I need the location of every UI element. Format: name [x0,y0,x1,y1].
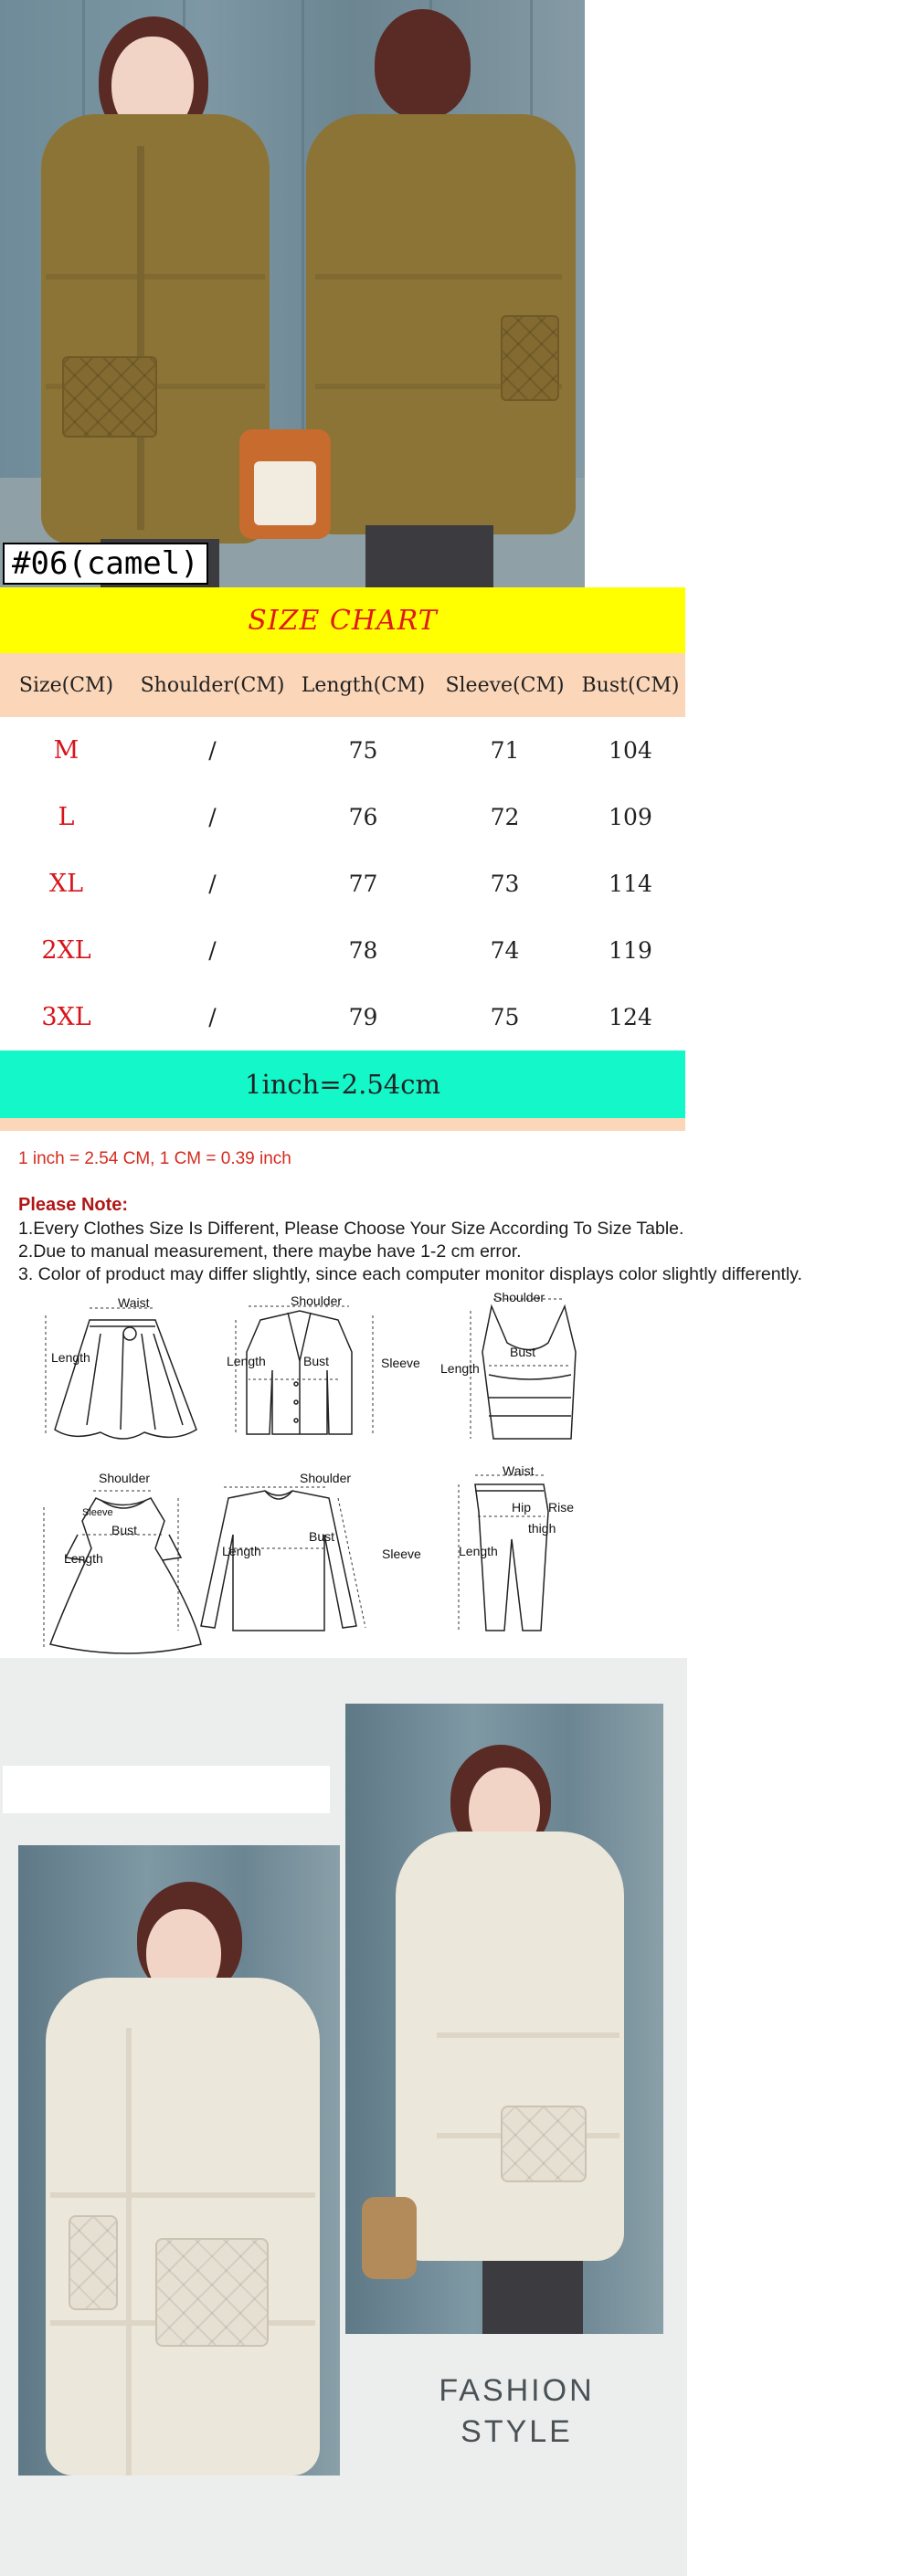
header-shoulder: Shoulder(CM) [140,673,285,697]
sleeve-cell: 75 [490,1004,520,1030]
length-cell: 78 [348,937,378,964]
fashion-style-line1: FASHION [439,2373,595,2408]
header-size: Size(CM) [18,673,114,697]
dress-sleeve-label: Sleeve [82,1507,113,1518]
sleeve-cell: 74 [490,937,520,964]
product-photo-white-front [18,1845,340,2476]
header-length: Length(CM) [301,673,426,697]
dress-length-label: Length [64,1551,103,1566]
note-line: 1.Every Clothes Size Is Different, Please Choose Your Size According To Size Table. [18,1219,684,1239]
product-photo-white-side [345,1704,663,2334]
pants-thigh-label: thigh [528,1521,556,1536]
measurement-diagrams [37,1288,621,1658]
bust-cell: 114 [609,871,652,897]
bust-cell: 119 [609,937,652,964]
size-chart-title: SIZE CHART [0,587,685,653]
size-cell: M [53,736,79,765]
bust-cell: 109 [609,804,652,830]
size-row [0,850,685,917]
size-cell: 3XL [41,1003,91,1031]
bust-cell: 104 [609,737,652,764]
pants-length-label: Length [459,1544,498,1558]
size-row [0,984,685,1050]
sleeve-cell: 73 [490,871,520,897]
length-cell: 75 [348,737,378,764]
skirt-length-label: Length [51,1350,90,1365]
size-row [0,717,685,784]
vest-length-label: Length [440,1361,480,1376]
size-row [0,917,685,984]
size-cell: 2XL [41,936,91,965]
shoulder-cell: / [208,937,217,964]
blazer-bust-label: Bust [303,1354,330,1368]
header-sleeve: Sleeve(CM) [445,673,565,697]
header-bust: Bust(CM) [581,673,680,697]
size-cell: XL [48,870,84,898]
size-cell: L [58,803,75,831]
sweater-shoulder-label: Shoulder [300,1471,352,1485]
sleeve-cell: 72 [490,804,520,830]
sweater-length-label: Length [222,1544,261,1558]
shoulder-cell: / [208,804,217,830]
blazer-length-label: Length [227,1354,266,1368]
sweater-bust-label: Bust [309,1529,335,1544]
shoulder-cell: / [208,737,217,764]
dress-shoulder-label: Shoulder [99,1471,151,1485]
skirt-waist-label: Waist [118,1295,150,1310]
size-row [0,784,685,850]
fashion-style-line2: STYLE [461,2414,573,2449]
vest-bust-label: Bust [510,1345,536,1359]
pants-waist-label: Waist [503,1463,535,1478]
unit-conversion-bar: 1inch=2.54cm [0,1050,685,1118]
blazer-shoulder-label: Shoulder [291,1293,343,1308]
shoulder-cell: / [208,1004,217,1030]
blazer-sleeve-label: Sleeve [381,1356,420,1370]
please-note-title: Please Note: [18,1195,129,1215]
pants-hip-label: Hip [512,1500,532,1515]
size-chart-header [0,653,685,717]
sweater-sleeve-label: Sleeve [382,1547,421,1561]
length-cell: 79 [348,1004,378,1030]
product-photo-camel [0,0,585,587]
dress-bust-label: Bust [111,1523,138,1537]
divider-strip [0,1118,685,1131]
length-cell: 77 [348,871,378,897]
note-line: 2.Due to manual measurement, there maybe have 1-2 cm error. [18,1241,522,1262]
shoulder-cell: / [208,871,217,897]
length-cell: 76 [348,804,378,830]
unit-conversion-note: 1 inch = 2.54 CM, 1 CM = 0.39 inch [18,1149,291,1168]
note-line: 3. Color of product may differ slightly, since each computer monitor displays color slightly differently. [18,1264,803,1284]
vest-shoulder-label: Shoulder [493,1290,545,1304]
pants-rise-label: Rise [548,1500,575,1515]
bust-cell: 124 [609,1004,652,1030]
color-variant-label: #06(camel) [3,543,208,585]
blank-label-box [3,1766,330,1813]
sleeve-cell: 71 [490,737,520,764]
